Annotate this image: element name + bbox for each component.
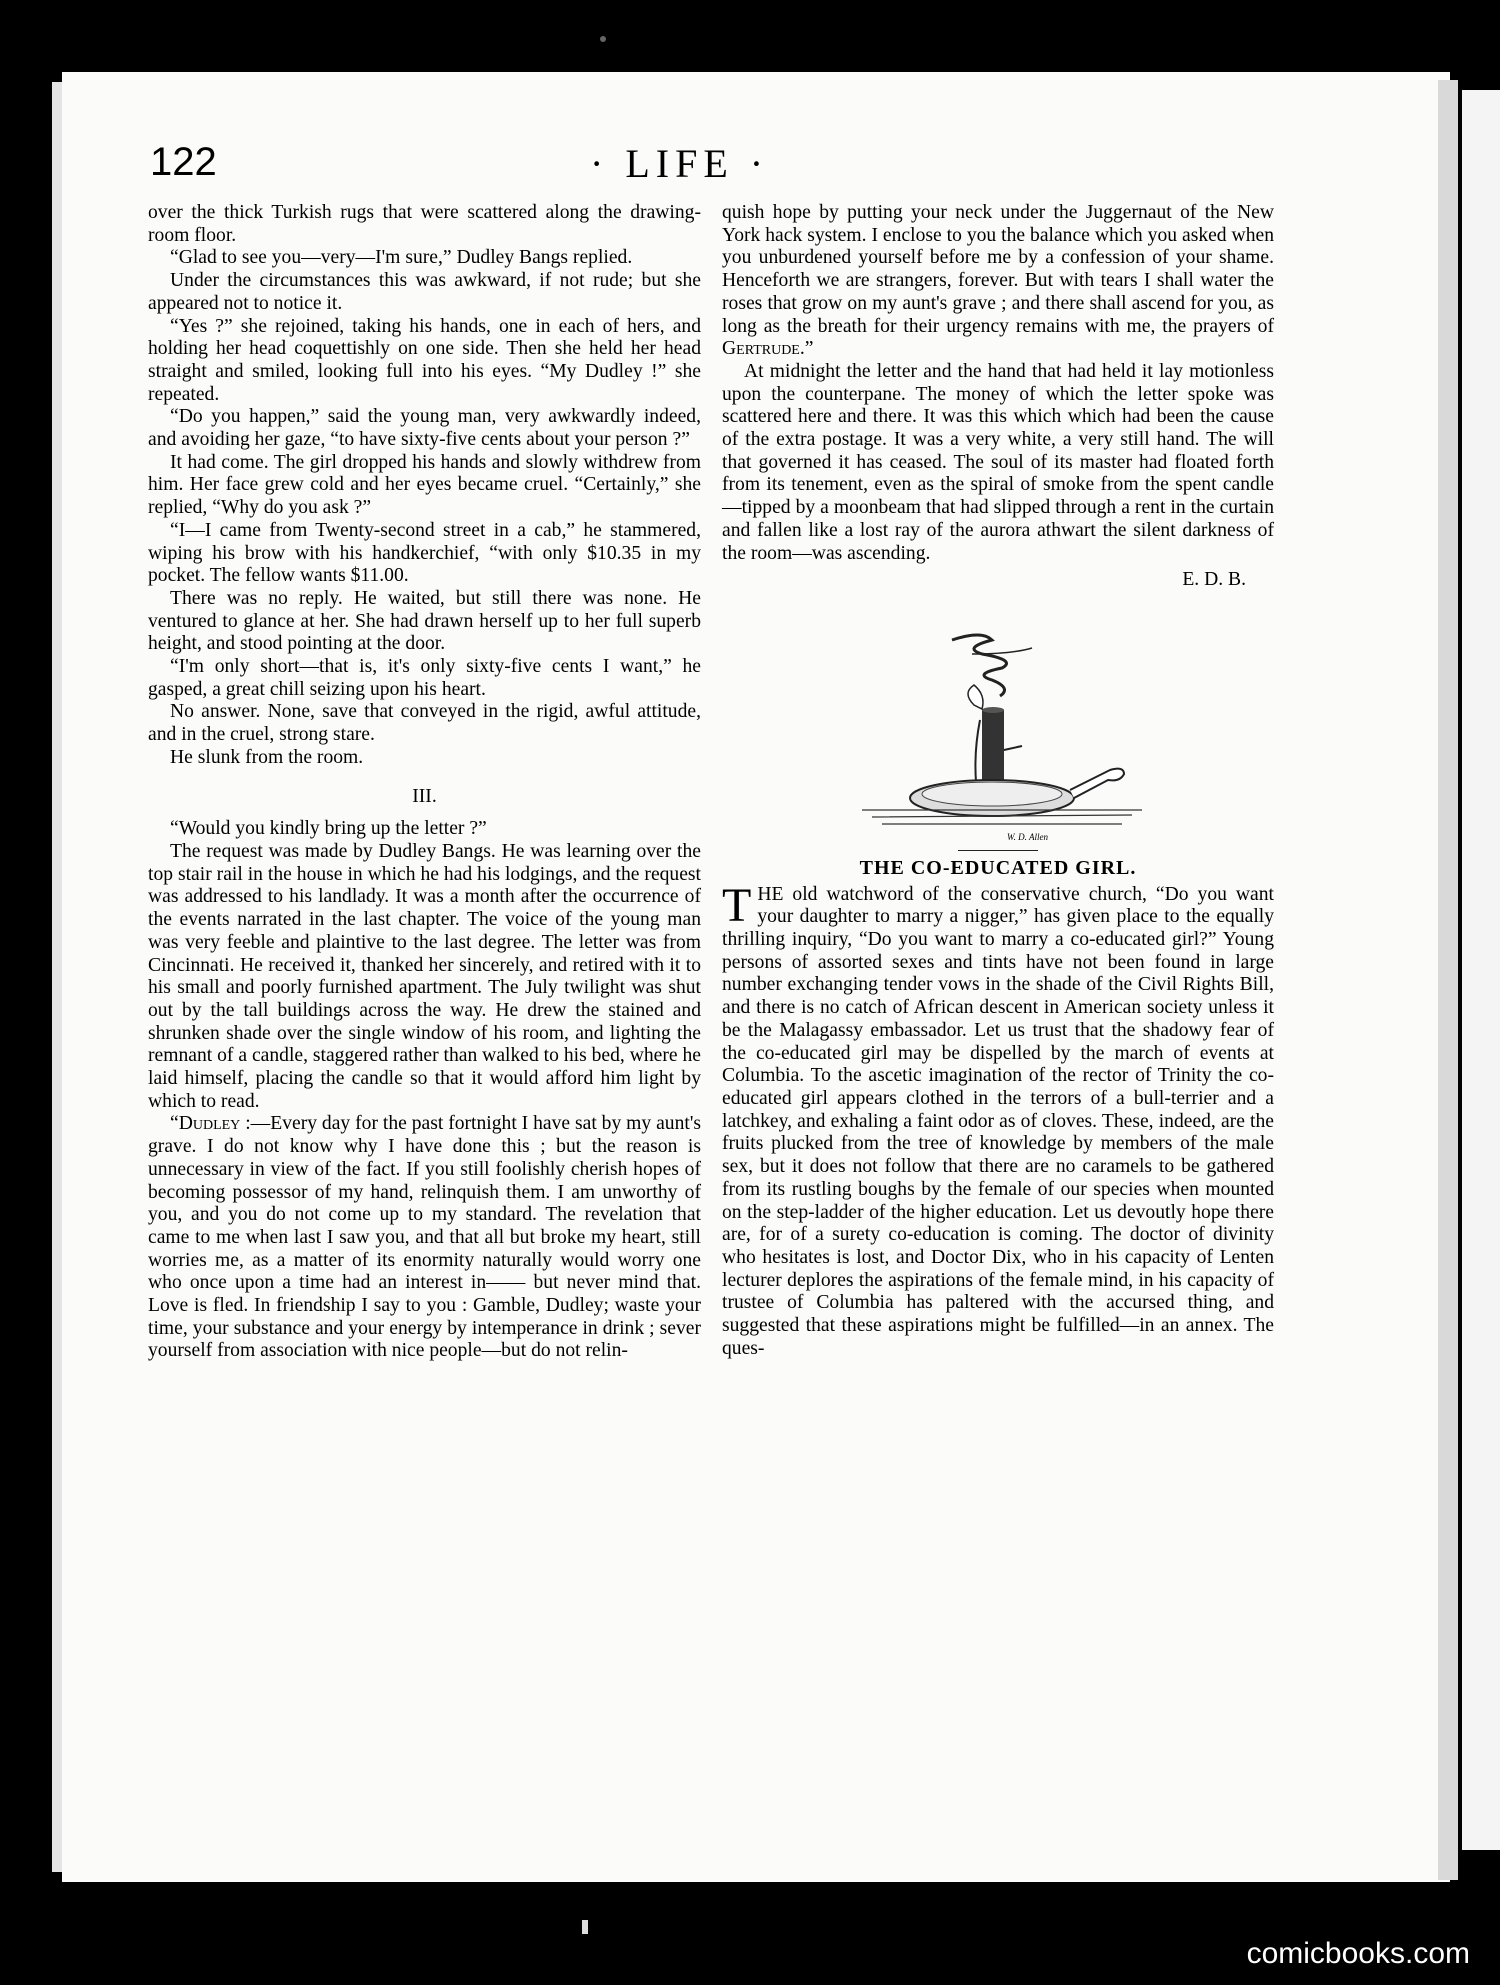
magazine-title: · LIFE · xyxy=(590,141,770,186)
page-number: 122 xyxy=(150,140,217,184)
section-heading: III. xyxy=(412,785,437,807)
letter-text: —Every day for the past fortnight I have sat by my aunt's grave. I do not know why I have done this ; but the reason is unnecessary in view of the fact. If you still foolishly cherish hopes of becoming possessor of my hand, relinquish them. I am unworthy of you, and you do not come up to my standard. The revelation that came to me when last I saw you, and that all but broke my heart, still worries me, as a matter of its enormity naturally would worry one who once upon a time had an interest in—— but never mind that. Love is fled. In friendship I say to you : Gamble, Dudley; waste your time, your substance and your energy by intemperance in drink ; sever yourself from association with nice people—but do not relin- xyxy=(148,1113,702,1362)
paragraph: “I—I came from Twenty-second street in a cab,” he stammered, wiping his brow with his handkerchief, “with only $10.35 in my pocket. The fellow wants $11.00. xyxy=(148,519,701,587)
candle-illustration xyxy=(842,610,1162,850)
paragraph: He slunk from the room. xyxy=(170,746,364,768)
paragraph: At midnight the letter and the hand that had held it lay motionless upon the counterpane. The money of which the letter spoke was scattered here and there. It was this which which had been the cause of the extra postage. It was a very white, a very still hand. The will that governed it has ceased. The soul of its master had floated forth from its tenement, even as the spiral of smoke from the spent candle—tipped by a moonbeam that had slipped through a rent in the curtain and fallen like a lost ray of the aurora athwart the silent darkness of the room—was ascending. xyxy=(722,360,1274,564)
letter-signoff: Gertrude.” xyxy=(722,338,814,360)
paragraph: “Glad to see you—very—I'm sure,” Dudley Bangs replied. xyxy=(170,247,633,269)
illustration-signature: W. D. Allen xyxy=(1007,831,1049,842)
article-text: HE old watchword of the conservative church, “Do you want your daughter to marry a nigger,” has given place to the equally thrilling inquiry, “Do you want to marry a co-educated girl?” Young persons of assorted sexes and tints have not been found in large number exchanging tender vows in the shade of the Civil Rights Bill, and there is no catch of African descent in American society unless it be the Malagassy embassador. Let us trust that the shadowy fear of the co-educated girl may be dispelled by the march of events at Columbia. To the ascetic imagination of the rector of Trinity the co-educated girl appears clothed in the terrors of a bull-terrier and a latchkey, and exhaling a faint odor as of cloves. These, indeed, are the fruits plucked from the tree of knowledge by members of the male sex, but it does not follow that there are no caramels to be gathered from its rustling boughs by the female of our species when mounted on the step-ladder of the higher education. Let us devoutly hope there are, for of a surety co-education is coming. The doctor of divinity who hesitates is lost, and Doctor Dix, who in his capacity of Lenten lecturer deplores the aspirations of the female mind, in his capacity of trustee of Columbia has paltered with the accursed thing, and suggested that these aspirations might be fulfilled—in an annex. The ques- xyxy=(722,883,1274,1359)
watermark: comicbooks.com xyxy=(1246,1937,1470,1970)
binding-shadow xyxy=(1438,80,1458,1880)
paragraph: “Would you kindly bring up the letter ?” xyxy=(170,818,487,840)
adjacent-page-edge xyxy=(1462,90,1500,1850)
paragraph: The request was made by Dudley Bangs. He was learning over the top stair rail in the house in which he had his lodgings, and the request was addressed to his landlady. It was a month after the occurrence of the events narrated in the last chapter. The voice of the young man was very feeble and plaintive to the last degree. The letter was from Cincinnati. He received it, thanked her sincerely, and retired with it to his small and poorly furnished apartment. The July twilight was shut out by the tall buildings across the way. He drew the stained and shrunken shade over the single window of his room, and lighting the remnant of a candle, staggered rather than walked to his bed, where he laid himself, placing the candle so that it would afford him light by which to read. xyxy=(148,840,701,1112)
paragraph: Under the circumstances this was awkward, if not rude; but she appeared not to notice it. xyxy=(148,270,701,314)
paragraph: There was no reply. He waited, but still there was none. He ventured to glance at her. She had drawn herself up to her full superb height, and stood pointing at the door. xyxy=(148,587,701,655)
paragraph: It had come. The girl dropped his hands and slowly withdrew from him. Her face grew cold and her eyes became cruel. “Certainly,” she replied, “Why do you ask ?” xyxy=(148,451,701,519)
paragraph: “Yes ?” she rejoined, taking his hands, one in each of hers, and holding her head coquettishly on one side. Then she held her head straight and smiled, looking full into his eyes. “My Dudley !” she repeated. xyxy=(148,315,701,405)
paragraph: No answer. None, save that conveyed in the rigid, awful attitude, and in the cruel, strong stare. xyxy=(148,701,701,746)
paragraph: over the thick Turkish rugs that were scattered along the drawing-room floor. xyxy=(148,202,701,246)
scan-speck-bottom xyxy=(582,1920,588,1934)
scan-speck xyxy=(600,36,606,42)
letter-salutation: “Dudley : xyxy=(170,1113,251,1135)
left-column xyxy=(148,202,701,1363)
author-initials: E. D. B. xyxy=(1182,569,1246,591)
drop-cap: T xyxy=(722,878,752,932)
article-body xyxy=(722,878,1274,1361)
title-divider xyxy=(958,850,1038,851)
letter-continued-text: quish hope by putting your neck under the Juggernaut of the New York hack system. I enclose to you the balance which you asked when you unburdened yourself before me by a confession of your shame. Henceforth we are strangers, forever. But with tears I shall water the roses that grow on my aunt's grave ; and there shall ascend for you, as long as the breath for their urgency remains with me, the prayers of xyxy=(722,202,1274,337)
paragraph: “Do you happen,” said the young man, very awkwardly indeed, and avoiding her gaze, “to have sixty-five cents about your person ?” xyxy=(148,406,701,451)
article-title: THE CO-EDUCATED GIRL. xyxy=(859,856,1137,879)
paragraph: “I'm only short—that is, it's only sixty-five cents I want,” he gasped, a great chill seizing upon his heart. xyxy=(148,656,701,700)
letter-continued xyxy=(722,202,1274,361)
right-column xyxy=(722,202,1274,1360)
letter-paragraph xyxy=(148,1113,701,1363)
